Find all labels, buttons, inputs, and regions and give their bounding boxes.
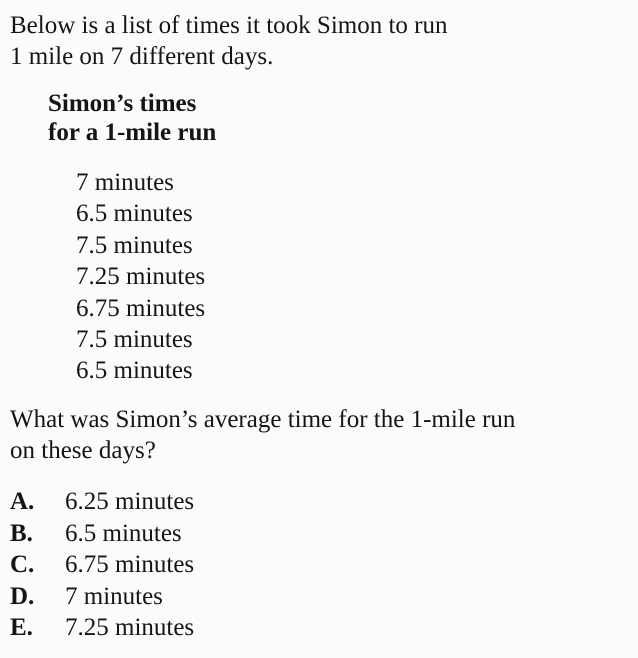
answer-choice-b[interactable] — [10, 518, 194, 550]
question-text — [10, 404, 630, 466]
answer-choice-e[interactable] — [10, 612, 194, 644]
answer-choice-c[interactable] — [10, 549, 194, 581]
intro-text — [10, 10, 620, 72]
times-list-title — [48, 89, 216, 147]
choice-text: 7.25 minutes — [65, 614, 195, 642]
time-item: 6.75 minutes — [76, 294, 206, 322]
choice-letter: A. — [10, 488, 35, 515]
time-item: 6.5 minutes — [76, 200, 193, 228]
choice-text: 6.25 minutes — [65, 488, 195, 515]
choice-text: 6.5 minutes — [65, 519, 182, 547]
time-item: 7.5 minutes — [76, 231, 193, 259]
choice-letter: D. — [10, 582, 35, 610]
question-line-2: on these days? — [10, 437, 156, 464]
answer-choices — [10, 486, 194, 644]
time-item: 6.5 minutes — [76, 357, 193, 385]
question-line-1: What was Simon’s average time for the 1-mile run — [10, 406, 516, 433]
intro-line-1: Below is a list of times it took Simon to run — [10, 12, 448, 39]
time-item: 7.5 minutes — [76, 326, 193, 354]
choice-letter: E. — [10, 614, 33, 642]
choice-text: 7 minutes — [65, 582, 163, 610]
time-item: 7 minutes — [76, 169, 174, 196]
choice-text: 6.75 minutes — [65, 551, 195, 579]
times-list — [76, 167, 205, 387]
times-title-line-2: for a 1-mile run — [48, 119, 217, 146]
intro-line-2: 1 mile on 7 different days. — [10, 43, 274, 70]
time-item: 7.25 minutes — [76, 263, 206, 291]
choice-letter: B. — [10, 519, 33, 547]
choice-letter: C. — [10, 551, 35, 579]
times-title-line-1: Simon’s times — [48, 90, 197, 117]
answer-choice-d[interactable] — [10, 581, 194, 613]
answer-choice-a[interactable] — [10, 486, 194, 518]
